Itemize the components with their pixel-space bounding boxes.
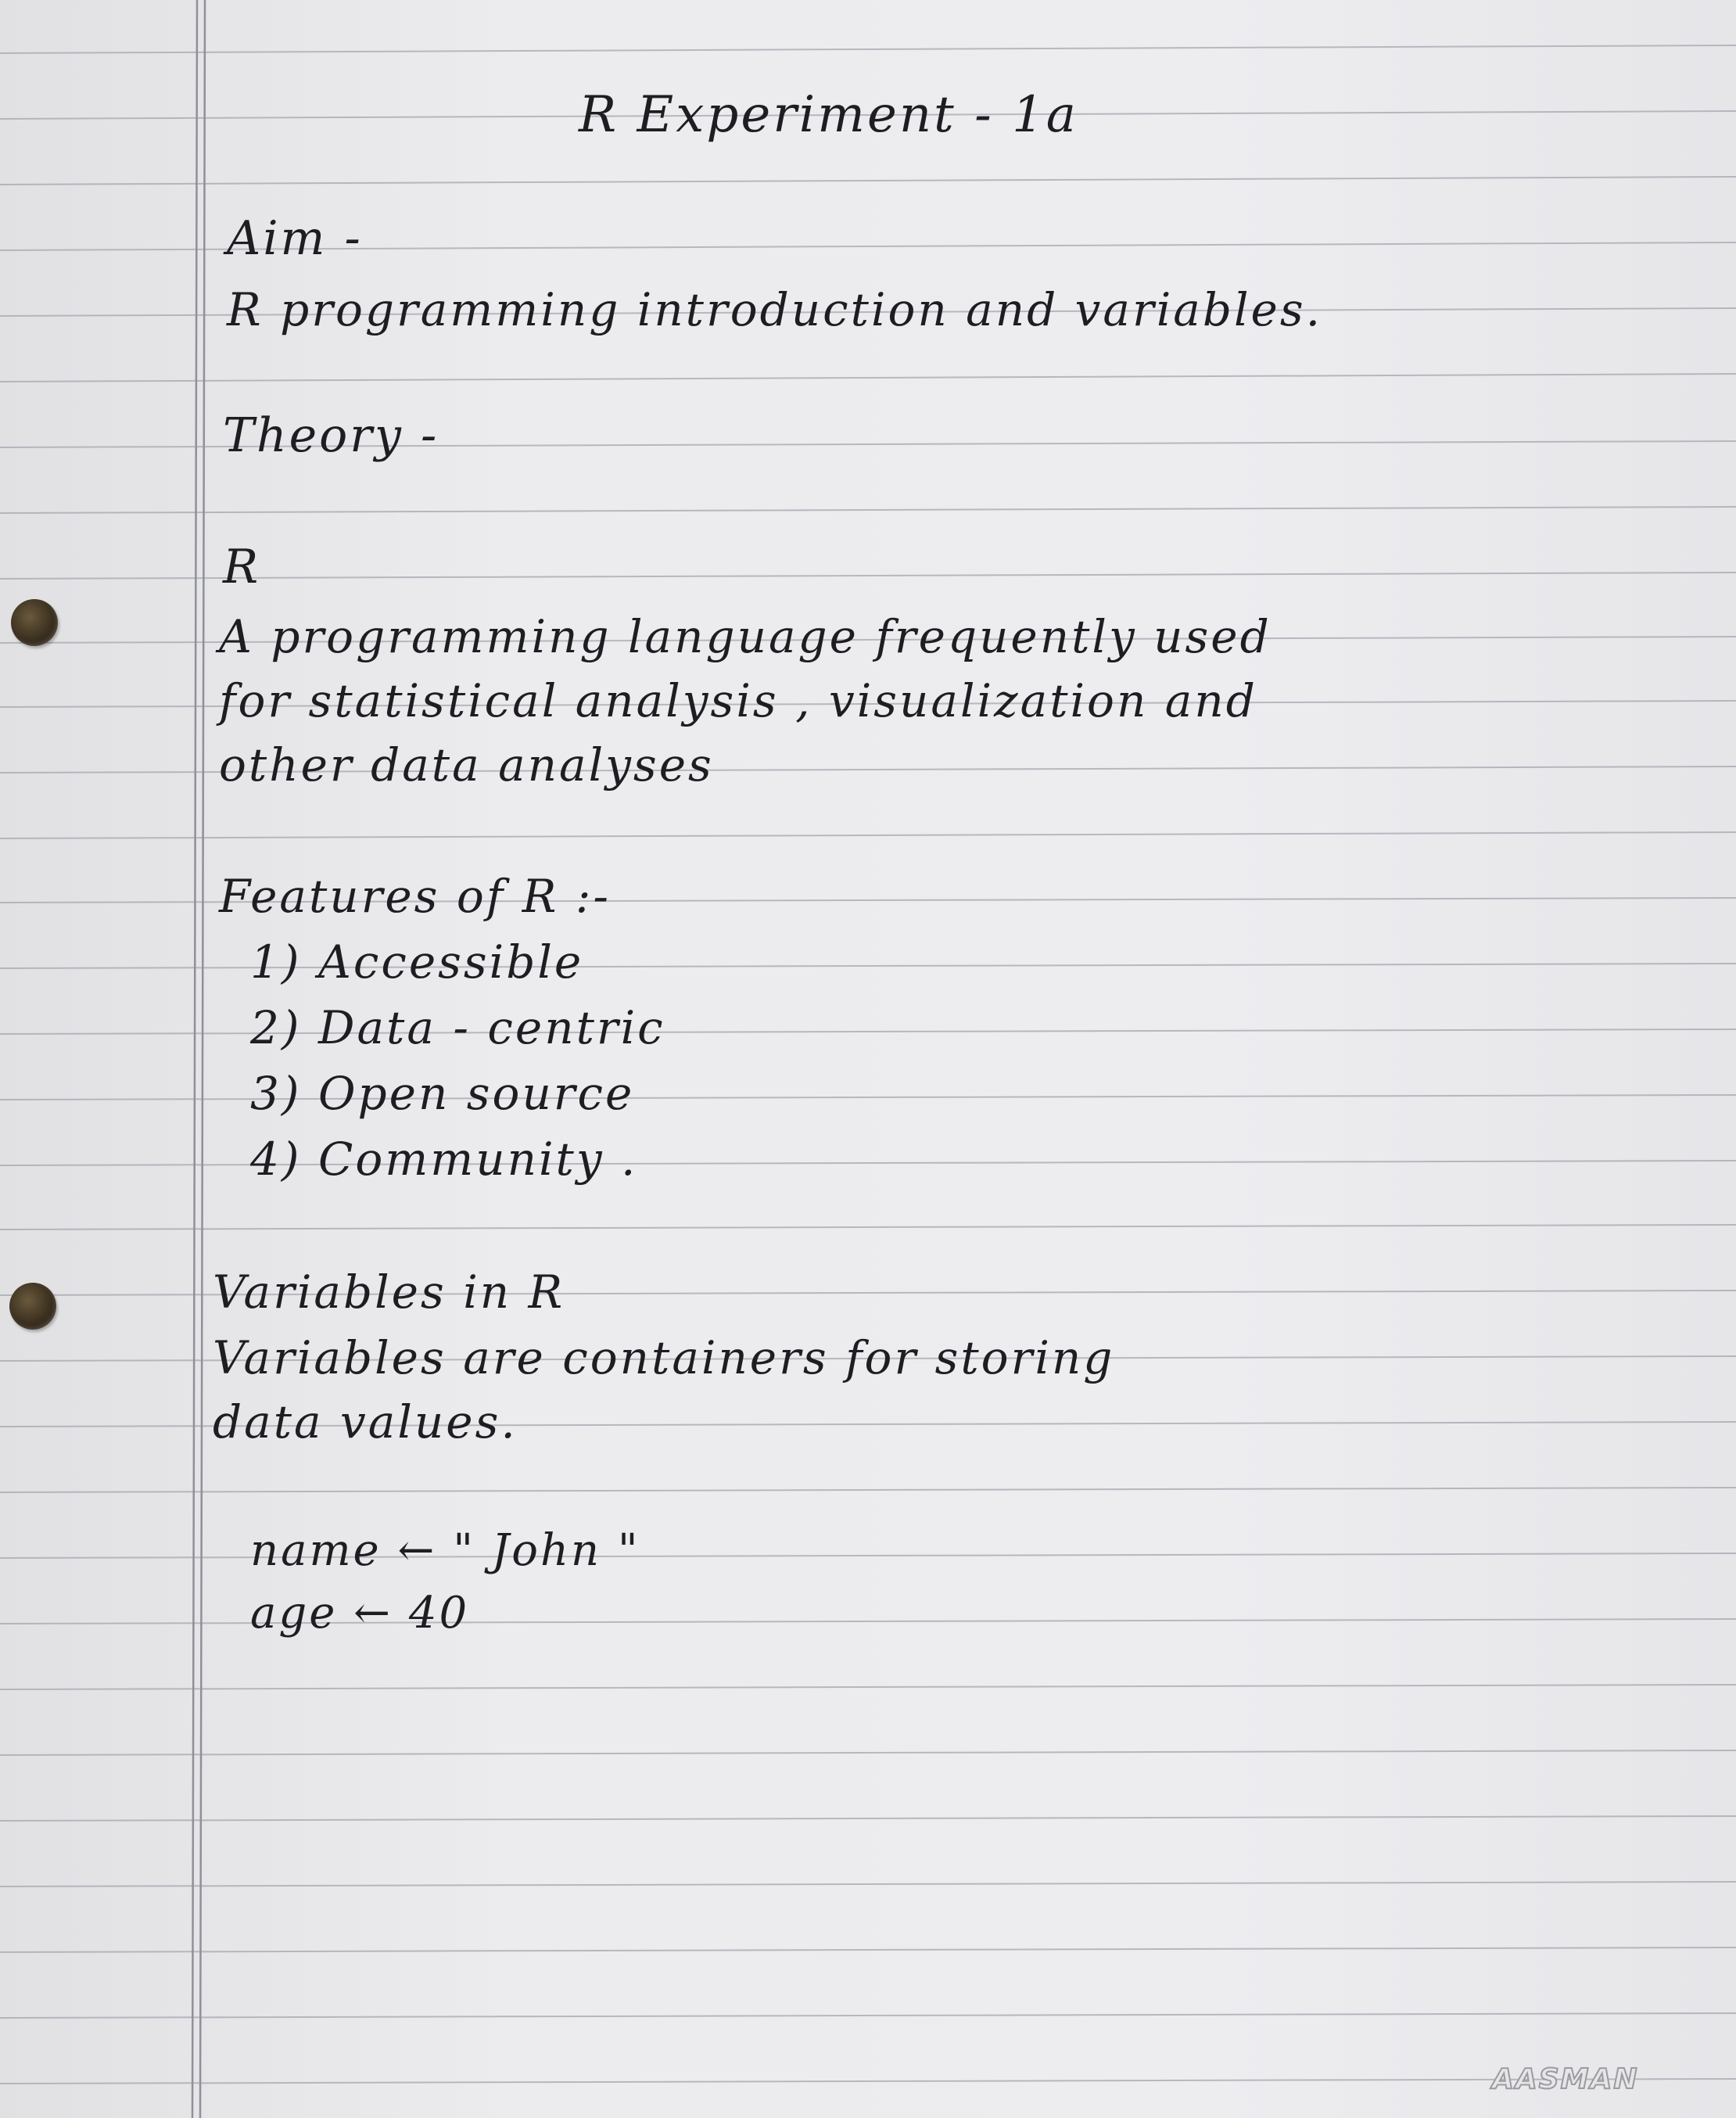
variables-description-line-2: data values. (213, 1395, 518, 1448)
paper-brand-logo: AASMAN (1492, 2063, 1639, 2095)
code-example-age: age ← 40 (250, 1588, 470, 1639)
variables-description-line-1: Variables are containers for storing (213, 1331, 1115, 1384)
feature-item-3: 3) Open source (250, 1067, 635, 1120)
r-description-line-1: A programming language frequently used (219, 610, 1272, 663)
page-title: R Experiment - 1a (579, 86, 1078, 144)
feature-item-2: 2) Data - centric (250, 1001, 665, 1054)
aim-heading: Aim - (227, 211, 363, 266)
r-description-line-3: other data analyses (219, 738, 714, 792)
variables-heading: Variables in R (213, 1265, 565, 1319)
punch-hole-top (11, 599, 58, 646)
code-example-name: name ← " John " (250, 1525, 640, 1576)
theory-heading: Theory - (223, 408, 439, 463)
features-heading: Features of R :- (219, 870, 611, 923)
punch-hole-bottom (9, 1283, 56, 1330)
r-heading: R (223, 540, 261, 594)
feature-item-4: 4) Community . (250, 1133, 638, 1186)
r-description-line-2: for statistical analysis , visualization and (219, 674, 1257, 727)
feature-item-1: 1) Accessible (250, 935, 584, 989)
aim-text: R programming introduction and variables. (227, 283, 1323, 336)
